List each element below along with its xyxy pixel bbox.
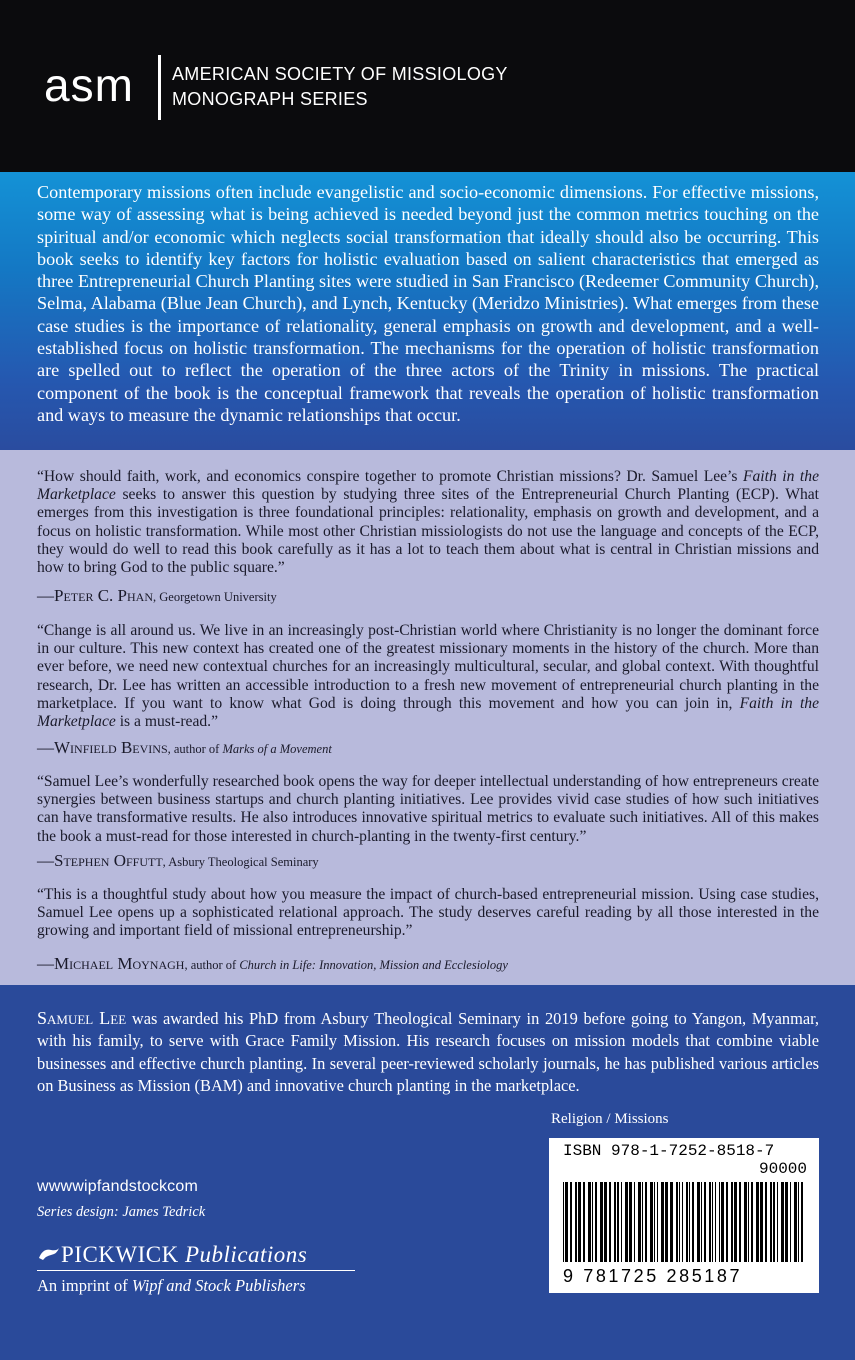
imprint-line: An imprint of Wipf and Stock Publishers [37, 1276, 306, 1295]
barcode-bar [634, 1182, 635, 1262]
series-header [0, 0, 855, 172]
barcode-bar [650, 1182, 653, 1262]
barcode-bar [617, 1182, 619, 1262]
publisher-suffix: Publications [184, 1242, 308, 1267]
barcode-bar [794, 1182, 797, 1262]
ean-digits: 9 781725 285187 [563, 1266, 743, 1286]
endorsement-quote: “This is a thoughtful study about how you measure the impact of church-based entrepreneurial mission. Using case studies, Samuel Lee opens up a sophisticated relational approach. The study deserves careful reading by all those interested in the growing and important field of missional entrepreneurship.” [37, 886, 819, 940]
barcode-bar [565, 1182, 568, 1262]
barcode-bar [679, 1182, 680, 1262]
barcode-bar [592, 1182, 593, 1262]
barcode-bar [790, 1182, 791, 1262]
barcode-bar [777, 1182, 778, 1262]
endorsement-attribution: —Peter C. Phan, Georgetown University [37, 586, 277, 605]
pickwick-bird-icon [37, 1246, 61, 1262]
barcode-bar [709, 1182, 711, 1262]
barcode-bar [661, 1182, 664, 1262]
barcode-bar [756, 1182, 759, 1262]
barcode-bar [645, 1182, 647, 1262]
barcode-bar [712, 1182, 713, 1262]
barcode-bar [734, 1182, 737, 1262]
publisher-name: PICKWICK [61, 1242, 179, 1267]
barcode-bar [614, 1182, 616, 1262]
barcode-bar [583, 1182, 585, 1262]
barcode-bar [575, 1182, 577, 1262]
barcode-bar [801, 1182, 803, 1262]
series-title: AMERICAN SOCIETY OF MISSIOLOGY [172, 64, 508, 84]
publisher-divider [37, 1270, 355, 1271]
price-code: 90000 [758, 1160, 807, 1178]
barcode-bar [657, 1182, 658, 1262]
barcode-bar [692, 1182, 694, 1262]
endorsement-attribution: —Michael Moynagh, author of Church in Life: Innovation, Mission and Ecclesiology [37, 954, 508, 973]
barcode-bars [563, 1182, 807, 1262]
endorsement-attribution: —Winfield Bevins, author of Marks of a Movement [37, 738, 332, 757]
barcode-bar [701, 1182, 702, 1262]
barcode-bar [739, 1182, 741, 1262]
barcode-bar [654, 1182, 655, 1262]
barcode-bar [765, 1182, 767, 1262]
barcode-bar [588, 1182, 591, 1262]
barcode-bar [731, 1182, 733, 1262]
barcode-bar [621, 1182, 622, 1262]
barcode-bar [638, 1182, 641, 1262]
author-name: Samuel Lee [37, 1008, 127, 1028]
barcode-bar [563, 1182, 564, 1262]
barcode-bar [686, 1182, 688, 1262]
barcode-bar [642, 1182, 643, 1262]
endorsement-quote: “How should faith, work, and economics conspire together to promote Christian missions? Dr. Samuel Lee’s Faith in the Marketplace seeks to answer this question by studying three sites of the Entrepreneurial Church Planting (ECP). What emerges from this investigation is three foundational principles: relationality, emphasis on growth and development, and a focus on holistic transformation. While most other Christian missiologists do not use the language and concepts of the ECP, they would do well to read this book carefully as it has a lot to teach them about what is central in Christian missions and how to bring God to the public square.” [37, 468, 819, 577]
barcode-bar [570, 1182, 572, 1262]
barcode-bar [609, 1182, 611, 1262]
series-design-credit: Series design: James Tedrick [37, 1204, 206, 1220]
isbn-label: ISBN 978-1-7252-8518-7 [563, 1142, 775, 1160]
isbn-barcode [549, 1138, 819, 1293]
barcode-bar [682, 1182, 683, 1262]
barcode-bar [715, 1182, 716, 1262]
barcode-bar [600, 1182, 603, 1262]
barcode-bar [760, 1182, 763, 1262]
barcode-bar [697, 1182, 700, 1262]
barcode-bar [676, 1182, 678, 1262]
barcode-bar [704, 1182, 706, 1262]
barcode-bar [595, 1182, 597, 1262]
barcode-bar [625, 1182, 628, 1262]
series-subtitle: MONOGRAPH SERIES [172, 89, 368, 109]
barcode-bar [744, 1182, 747, 1262]
bisac-category: Religion / Missions [551, 1111, 669, 1127]
barcode-bar [726, 1182, 728, 1262]
barcode-bar [773, 1182, 775, 1262]
publisher-website: wwwwipfandstockcom [37, 1178, 198, 1195]
endorsement-quote: “Change is all around us. We live in an increasingly post-Christian world where Christianity is no longer the dominant force in our culture. This new context has created one of the greatest missionary moments in the history of the church. More than ever before, we need new contextual churches for an increasingly multicultural, secular, and global context. With thoughtful research, Dr. Lee has written an accessible introduction to a fresh new movement of entrepreneurial church planting in the marketplace. If you want to know what God is doing through this movement and how you can join in, Faith in the Marketplace is a must-read.” [37, 622, 819, 731]
endorsement-attribution: —Stephen Offutt, Asbury Theological Seminary [37, 851, 319, 870]
endorsement-quote: “Samuel Lee’s wonderfully researched book opens the way for deeper intellectual understanding of how entrepreneurs create synergies between business startups and church planting initiatives. Lee provides vivid case studies of how such initiatives can have transformative results. He also introduces innovative spiritual metrics to evaluate such initiatives. All of this makes the book a must-read for those interested in church-planting in the twenty-first century.” [37, 773, 819, 845]
barcode-bar [781, 1182, 784, 1262]
barcode-bar [629, 1182, 632, 1262]
logo-divider [158, 55, 161, 120]
barcode-bar [770, 1182, 772, 1262]
barcode-bar [665, 1182, 668, 1262]
author-bio: Samuel Lee was awarded his PhD from Asbury Theological Seminary in 2019 before going to Yangon, Myanmar, with his family, to serve with Grace Family Mission. His research focuses on mission models that combine viable businesses and effective church planting. In several peer-reviewed scholarly journals, he has published various articles on Business as Mission (BAM) and innovative church planting in the marketplace. [37, 1008, 819, 1095]
barcode-bar [798, 1182, 799, 1262]
barcode-bar [670, 1182, 673, 1262]
barcode-bar [785, 1182, 788, 1262]
barcode-bar [748, 1182, 749, 1262]
book-description: Contemporary missions often include evangelistic and socio-economic dimensions. For effective missions, some way of assessing what is being achieved is needed beyond just the common metrics touching on the spiritual and/or economic which neglects social transformation that ideally should also be occurring. This book seeks to identify key factors for holistic evaluation based on salient characteristics that emerged as three Entrepreneurial Church Planting sites were studied in San Francisco (Redeemer Community Church), Selma, Alabama (Blue Jean Church), and Lynch, Kentucky (Meridzo Ministries). What emerges from these case studies is the importance of relationality, general emphasis on growth and development, and a well-established focus on holistic transformation. The mechanisms for the operation of holistic transformation are spelled out to reflect the operation of the three actors of the Trinity in missions. The practical component of the book is the conceptual framework that reveals the operation of holistic transformation and ways to measure the dynamic relationships that occur. [37, 182, 819, 425]
barcode-bar [719, 1182, 720, 1262]
barcode-bar [751, 1182, 753, 1262]
asm-logo: asm [44, 59, 134, 111]
barcode-bar [721, 1182, 724, 1262]
barcode-bar [689, 1182, 690, 1262]
barcode-bar [578, 1182, 581, 1262]
barcode-bar [604, 1182, 607, 1262]
